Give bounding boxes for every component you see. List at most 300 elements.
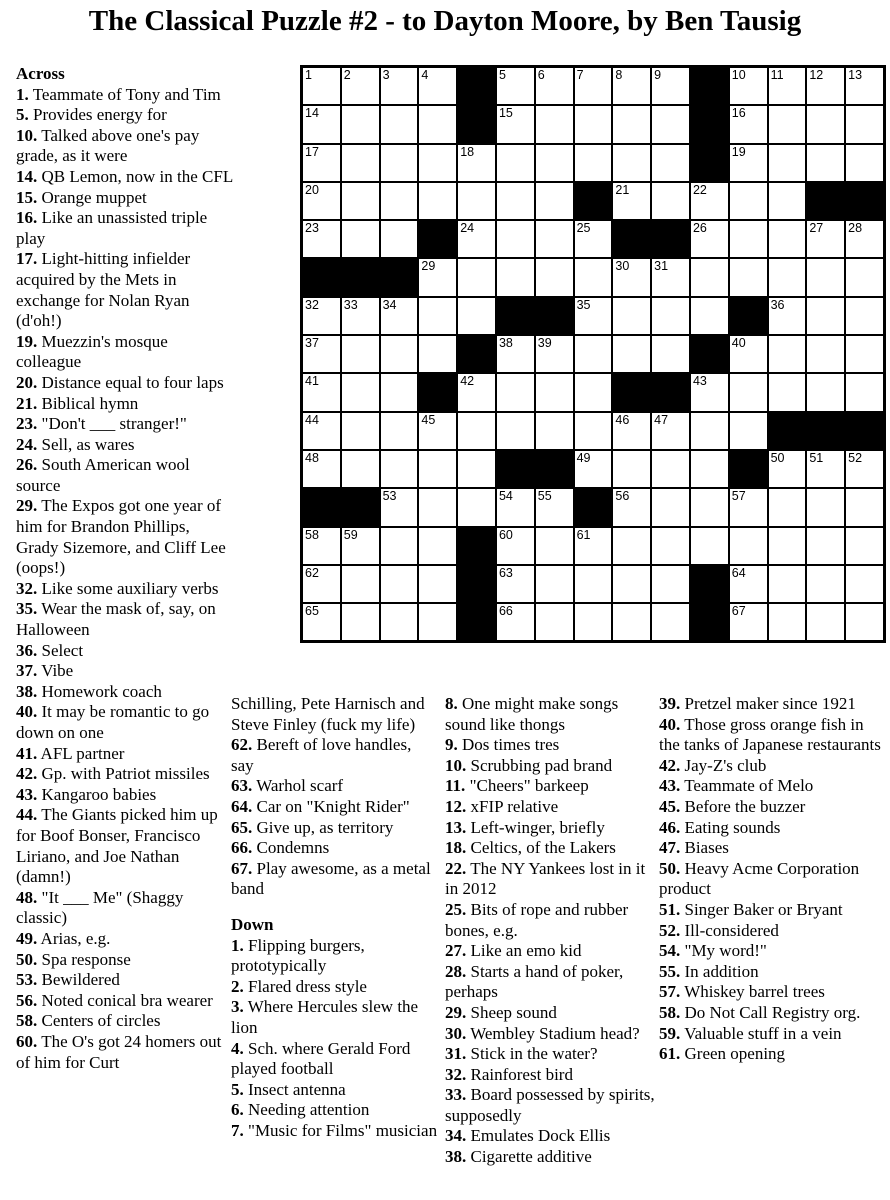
- white-cell[interactable]: [342, 183, 379, 219]
- white-cell[interactable]: [303, 374, 340, 410]
- white-cell[interactable]: [536, 183, 573, 219]
- clue-number: 22.: [445, 858, 467, 878]
- white-cell[interactable]: [730, 604, 767, 640]
- clues-column-2: [231, 694, 438, 1141]
- white-cell[interactable]: [846, 221, 883, 257]
- white-cell[interactable]: [691, 528, 728, 564]
- white-cell[interactable]: [730, 336, 767, 372]
- white-cell[interactable]: [458, 413, 495, 449]
- white-cell[interactable]: [458, 221, 495, 257]
- clue-text: South American wool source: [16, 455, 190, 495]
- white-cell[interactable]: [419, 183, 456, 219]
- white-cell[interactable]: [846, 145, 883, 181]
- clue-text: Light-hitting infielder acquired by the Mets in exchange for Nolan Ryan (d'oh!): [16, 249, 191, 331]
- white-cell[interactable]: [381, 604, 418, 640]
- white-cell[interactable]: [652, 68, 689, 104]
- white-cell[interactable]: [381, 183, 418, 219]
- clue-text: Flared dress style: [243, 976, 367, 996]
- black-cell: [342, 489, 379, 525]
- white-cell[interactable]: [381, 68, 418, 104]
- black-cell: [419, 221, 456, 257]
- white-cell[interactable]: [419, 566, 456, 602]
- white-cell[interactable]: [807, 68, 844, 104]
- white-cell[interactable]: [419, 106, 456, 142]
- white-cell[interactable]: [846, 259, 883, 295]
- white-cell[interactable]: [458, 298, 495, 334]
- clue: [659, 838, 885, 859]
- white-cell[interactable]: [691, 298, 728, 334]
- clue-text: Needing attention: [243, 1100, 370, 1120]
- clue-text: Condemns: [252, 838, 330, 858]
- white-cell[interactable]: [652, 336, 689, 372]
- white-cell[interactable]: [730, 106, 767, 142]
- clue: [231, 1080, 438, 1101]
- white-cell[interactable]: [303, 183, 340, 219]
- white-cell[interactable]: [497, 528, 534, 564]
- white-cell[interactable]: [419, 298, 456, 334]
- clue-text: Stick in the water?: [466, 1044, 598, 1064]
- white-cell[interactable]: [652, 145, 689, 181]
- white-cell[interactable]: [613, 451, 650, 487]
- white-cell[interactable]: [381, 221, 418, 257]
- white-cell[interactable]: [419, 68, 456, 104]
- cell-number: 25: [576, 221, 591, 236]
- clue: [16, 991, 234, 1012]
- white-cell[interactable]: [730, 183, 767, 219]
- clue: [659, 818, 885, 839]
- white-cell[interactable]: [691, 259, 728, 295]
- white-cell[interactable]: [769, 106, 806, 142]
- black-cell: [458, 528, 495, 564]
- white-cell[interactable]: [536, 336, 573, 372]
- clue-text: Wembley Stadium head?: [466, 1023, 640, 1043]
- clue: [16, 188, 234, 209]
- white-cell[interactable]: [769, 604, 806, 640]
- clue: [231, 936, 438, 977]
- black-cell: [652, 221, 689, 257]
- white-cell[interactable]: [807, 336, 844, 372]
- white-cell[interactable]: [769, 489, 806, 525]
- white-cell[interactable]: [730, 68, 767, 104]
- white-cell[interactable]: [769, 68, 806, 104]
- white-cell[interactable]: [652, 451, 689, 487]
- white-cell[interactable]: [846, 336, 883, 372]
- white-cell[interactable]: [807, 145, 844, 181]
- clue: [16, 105, 234, 126]
- white-cell[interactable]: [303, 221, 340, 257]
- white-cell[interactable]: [342, 298, 379, 334]
- white-cell[interactable]: [419, 489, 456, 525]
- cell-number: 49: [576, 450, 591, 465]
- clue: [231, 838, 438, 859]
- clue-text: Spa response: [37, 949, 131, 969]
- white-cell[interactable]: [303, 528, 340, 564]
- white-cell[interactable]: [381, 413, 418, 449]
- clue-number: 18.: [445, 838, 467, 858]
- cell-number: 23: [305, 221, 319, 236]
- white-cell[interactable]: [497, 68, 534, 104]
- white-cell[interactable]: [536, 68, 573, 104]
- clue-text: Those gross orange fish in the tanks of Japanese restaurants: [659, 714, 881, 755]
- white-cell[interactable]: [691, 221, 728, 257]
- clue-text: Ill-considered: [680, 920, 779, 940]
- clue-text: The O's got 24 homers out of him for Curt: [16, 1031, 222, 1072]
- clue-number: 53.: [16, 970, 38, 990]
- white-cell[interactable]: [575, 451, 612, 487]
- white-cell[interactable]: [807, 489, 844, 525]
- white-cell[interactable]: [613, 566, 650, 602]
- white-cell[interactable]: [613, 413, 650, 449]
- white-cell[interactable]: [807, 298, 844, 334]
- white-cell[interactable]: [536, 528, 573, 564]
- white-cell[interactable]: [342, 68, 379, 104]
- clue-number: 41.: [16, 743, 38, 763]
- white-cell[interactable]: [613, 183, 650, 219]
- white-cell[interactable]: [652, 259, 689, 295]
- white-cell[interactable]: [613, 68, 650, 104]
- white-cell[interactable]: [303, 336, 340, 372]
- white-cell[interactable]: [342, 451, 379, 487]
- white-cell[interactable]: [497, 183, 534, 219]
- white-cell[interactable]: [807, 451, 844, 487]
- white-cell[interactable]: [613, 528, 650, 564]
- white-cell[interactable]: [458, 259, 495, 295]
- cell-number: 14: [305, 106, 319, 121]
- clue-text: Before the buzzer: [680, 796, 806, 816]
- white-cell[interactable]: [575, 259, 612, 295]
- white-cell[interactable]: [613, 604, 650, 640]
- white-cell[interactable]: [381, 374, 418, 410]
- white-cell[interactable]: [303, 145, 340, 181]
- white-cell[interactable]: [769, 528, 806, 564]
- clue-number: 50.: [659, 858, 681, 878]
- white-cell[interactable]: [613, 259, 650, 295]
- clue: [231, 735, 438, 776]
- white-cell[interactable]: [769, 221, 806, 257]
- white-cell[interactable]: [419, 413, 456, 449]
- white-cell[interactable]: [342, 413, 379, 449]
- white-cell[interactable]: [691, 374, 728, 410]
- white-cell[interactable]: [652, 566, 689, 602]
- white-cell[interactable]: [613, 106, 650, 142]
- white-cell[interactable]: [303, 413, 340, 449]
- clue-number: 31.: [445, 1044, 467, 1064]
- clue-text: Car on "Knight Rider": [252, 796, 410, 816]
- white-cell[interactable]: [846, 374, 883, 410]
- white-cell[interactable]: [652, 106, 689, 142]
- white-cell[interactable]: [613, 145, 650, 181]
- cell-number: 35: [576, 297, 591, 312]
- clue: [659, 797, 885, 818]
- white-cell[interactable]: [497, 604, 534, 640]
- white-cell[interactable]: [730, 566, 767, 602]
- white-cell[interactable]: [730, 528, 767, 564]
- clue-number: 21.: [16, 393, 38, 413]
- clue: [16, 455, 234, 496]
- white-cell[interactable]: [497, 259, 534, 295]
- white-cell[interactable]: [419, 336, 456, 372]
- clue-number: 56.: [16, 990, 38, 1010]
- white-cell[interactable]: [769, 336, 806, 372]
- clue-text: Biases: [680, 838, 729, 858]
- white-cell[interactable]: [769, 298, 806, 334]
- white-cell[interactable]: [303, 68, 340, 104]
- white-cell[interactable]: [846, 68, 883, 104]
- white-cell[interactable]: [730, 413, 767, 449]
- clue-text: Sch. where Gerald Ford played football: [231, 1038, 411, 1079]
- clue: [16, 929, 234, 950]
- white-cell[interactable]: [613, 336, 650, 372]
- white-cell[interactable]: [730, 489, 767, 525]
- white-cell[interactable]: [497, 221, 534, 257]
- clue-text: It may be romantic to go down on one: [16, 702, 210, 742]
- clue-number: 5.: [16, 105, 29, 125]
- white-cell[interactable]: [575, 298, 612, 334]
- white-cell[interactable]: [303, 451, 340, 487]
- white-cell[interactable]: [575, 106, 612, 142]
- cell-number: 9: [654, 68, 662, 82]
- clue-text: "Don't ___ stranger!": [37, 414, 187, 434]
- white-cell[interactable]: [575, 374, 612, 410]
- cell-number: 37: [305, 336, 319, 351]
- white-cell[interactable]: [419, 528, 456, 564]
- white-cell[interactable]: [691, 489, 728, 525]
- down-clue-list-2: [445, 694, 659, 1168]
- cell-number: 4: [421, 68, 429, 82]
- white-cell[interactable]: [303, 566, 340, 602]
- clue-number: 1.: [16, 84, 29, 104]
- white-cell[interactable]: [769, 566, 806, 602]
- white-cell[interactable]: [846, 489, 883, 525]
- clue-text: Vibe: [37, 661, 74, 681]
- cell-number: 18: [460, 144, 475, 159]
- white-cell[interactable]: [536, 259, 573, 295]
- white-cell[interactable]: [497, 489, 534, 525]
- white-cell[interactable]: [769, 183, 806, 219]
- clue-number: 13.: [445, 817, 467, 837]
- white-cell[interactable]: [458, 183, 495, 219]
- white-cell[interactable]: [652, 298, 689, 334]
- clue: [445, 694, 659, 735]
- white-cell[interactable]: [575, 413, 612, 449]
- black-cell: [458, 604, 495, 640]
- white-cell[interactable]: [381, 145, 418, 181]
- white-cell[interactable]: [846, 566, 883, 602]
- clue: [231, 859, 438, 900]
- white-cell[interactable]: [846, 604, 883, 640]
- white-cell[interactable]: [807, 106, 844, 142]
- clue-number: 65.: [231, 817, 253, 837]
- clue-number: 44.: [16, 805, 38, 825]
- clue-number: 62.: [231, 735, 253, 755]
- white-cell[interactable]: [652, 489, 689, 525]
- white-cell[interactable]: [342, 528, 379, 564]
- white-cell[interactable]: [497, 374, 534, 410]
- white-cell[interactable]: [807, 259, 844, 295]
- clue-text: Muezzin's mosque colleague: [16, 331, 168, 372]
- white-cell[interactable]: [613, 298, 650, 334]
- white-cell[interactable]: [419, 604, 456, 640]
- white-cell[interactable]: [691, 451, 728, 487]
- white-cell[interactable]: [536, 413, 573, 449]
- white-cell[interactable]: [769, 374, 806, 410]
- clue: [16, 805, 234, 887]
- cell-number: 65: [305, 604, 319, 619]
- clue: [16, 950, 234, 971]
- white-cell[interactable]: [342, 106, 379, 142]
- white-cell[interactable]: [419, 145, 456, 181]
- white-cell[interactable]: [807, 221, 844, 257]
- white-cell[interactable]: [536, 374, 573, 410]
- clue: [16, 496, 234, 578]
- white-cell[interactable]: [381, 489, 418, 525]
- clue-number: 28.: [445, 961, 467, 981]
- black-cell: [846, 183, 883, 219]
- white-cell[interactable]: [458, 374, 495, 410]
- clue: [445, 1085, 659, 1126]
- white-cell[interactable]: [575, 336, 612, 372]
- clue: [445, 818, 659, 839]
- white-cell[interactable]: [575, 221, 612, 257]
- cell-number: 20: [305, 182, 319, 197]
- white-cell[interactable]: [342, 336, 379, 372]
- white-cell[interactable]: [613, 489, 650, 525]
- clue-number: 64.: [231, 796, 253, 816]
- white-cell[interactable]: [381, 106, 418, 142]
- clue-number: 29.: [16, 496, 38, 516]
- white-cell[interactable]: [497, 106, 534, 142]
- white-cell[interactable]: [381, 336, 418, 372]
- white-cell[interactable]: [303, 604, 340, 640]
- black-cell: [691, 336, 728, 372]
- white-cell[interactable]: [691, 413, 728, 449]
- white-cell[interactable]: [303, 298, 340, 334]
- clue-text: Biblical hymn: [37, 393, 139, 413]
- clue-number: 43.: [16, 784, 38, 804]
- white-cell[interactable]: [730, 374, 767, 410]
- white-cell[interactable]: [497, 336, 534, 372]
- white-cell[interactable]: [575, 566, 612, 602]
- clue-number: 39.: [659, 694, 681, 713]
- white-cell[interactable]: [342, 145, 379, 181]
- black-cell: [497, 451, 534, 487]
- page-title: The Classical Puzzle #2 - to Dayton Moore, by Ben Tausig: [88, 5, 802, 37]
- clue: [231, 818, 438, 839]
- white-cell[interactable]: [381, 528, 418, 564]
- white-cell[interactable]: [419, 451, 456, 487]
- cell-number: 40: [731, 336, 746, 351]
- black-cell: [730, 451, 767, 487]
- black-cell: [381, 259, 418, 295]
- white-cell[interactable]: [497, 145, 534, 181]
- white-cell[interactable]: [381, 298, 418, 334]
- white-cell[interactable]: [381, 566, 418, 602]
- white-cell[interactable]: [652, 604, 689, 640]
- clue: [659, 756, 885, 777]
- clue-text: Like an unassisted triple play: [16, 208, 208, 248]
- white-cell[interactable]: [846, 106, 883, 142]
- white-cell[interactable]: [536, 566, 573, 602]
- white-cell[interactable]: [769, 259, 806, 295]
- clue-number: 25.: [445, 899, 467, 919]
- black-cell: [691, 604, 728, 640]
- cell-number: 1: [305, 68, 312, 82]
- across-clues-column: [16, 64, 234, 1073]
- white-cell[interactable]: [846, 528, 883, 564]
- white-cell[interactable]: [536, 604, 573, 640]
- clue-text: Singer Baker or Bryant: [680, 899, 843, 919]
- white-cell[interactable]: [497, 566, 534, 602]
- white-cell[interactable]: [497, 413, 534, 449]
- clue-number: 33.: [445, 1085, 467, 1105]
- white-cell[interactable]: [807, 566, 844, 602]
- white-cell[interactable]: [458, 451, 495, 487]
- white-cell[interactable]: [652, 528, 689, 564]
- clue-text: Like an emo kid: [466, 941, 582, 961]
- white-cell[interactable]: [730, 259, 767, 295]
- white-cell[interactable]: [807, 604, 844, 640]
- white-cell[interactable]: [303, 106, 340, 142]
- white-cell[interactable]: [342, 566, 379, 602]
- white-cell[interactable]: [730, 221, 767, 257]
- white-cell[interactable]: [458, 145, 495, 181]
- white-cell[interactable]: [342, 221, 379, 257]
- white-cell[interactable]: [691, 183, 728, 219]
- clue-number: 24.: [16, 434, 38, 454]
- white-cell[interactable]: [536, 145, 573, 181]
- white-cell[interactable]: [807, 528, 844, 564]
- white-cell[interactable]: [458, 489, 495, 525]
- clue-number: 34.: [445, 1126, 467, 1146]
- white-cell[interactable]: [846, 451, 883, 487]
- white-cell[interactable]: [652, 183, 689, 219]
- clue-number: 27.: [445, 941, 467, 961]
- black-cell: [536, 451, 573, 487]
- white-cell[interactable]: [575, 68, 612, 104]
- clue-number: 11.: [445, 776, 466, 796]
- clue: [16, 126, 234, 167]
- white-cell[interactable]: [342, 604, 379, 640]
- clue: [659, 694, 885, 715]
- clue-text: Centers of circles: [37, 1011, 161, 1031]
- white-cell[interactable]: [381, 451, 418, 487]
- clue-number: 51.: [659, 899, 681, 919]
- white-cell[interactable]: [536, 106, 573, 142]
- white-cell[interactable]: [536, 221, 573, 257]
- white-cell[interactable]: [575, 604, 612, 640]
- white-cell[interactable]: [342, 374, 379, 410]
- cell-number: 57: [731, 489, 746, 504]
- cell-number: 63: [498, 565, 513, 580]
- white-cell[interactable]: [846, 298, 883, 334]
- clue: [231, 776, 438, 797]
- white-cell[interactable]: [730, 145, 767, 181]
- clue-text: Play awesome, as a metal band: [231, 858, 431, 899]
- white-cell[interactable]: [419, 259, 456, 295]
- white-cell[interactable]: [807, 374, 844, 410]
- white-cell[interactable]: [652, 413, 689, 449]
- white-cell[interactable]: [769, 145, 806, 181]
- white-cell[interactable]: [575, 145, 612, 181]
- clue: [231, 797, 438, 818]
- crossword-grid[interactable]: [300, 65, 886, 643]
- white-cell[interactable]: [536, 489, 573, 525]
- cell-number: 33: [343, 297, 358, 312]
- clue: [445, 1044, 659, 1065]
- white-cell[interactable]: [575, 528, 612, 564]
- clue: [16, 661, 234, 682]
- white-cell[interactable]: [769, 451, 806, 487]
